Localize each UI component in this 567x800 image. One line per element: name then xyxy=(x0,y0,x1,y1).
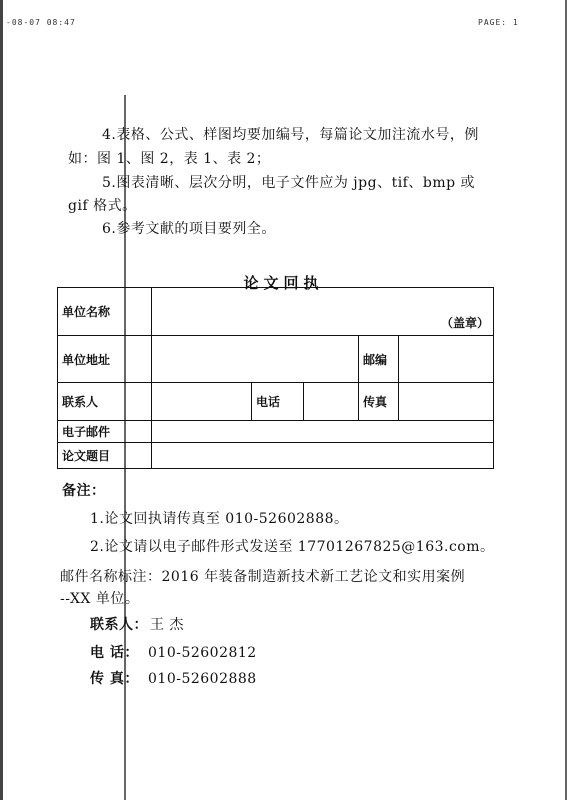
postcode-field[interactable] xyxy=(399,336,494,383)
requirement-5-line2: gif 格式。 xyxy=(68,198,137,214)
contact-phone-value: 010-52602812 xyxy=(148,645,257,661)
email-label: 电子邮件 xyxy=(58,421,152,443)
fax-header-page: PAGE: 1 xyxy=(478,18,519,27)
receipt-form-title: 论文回执 xyxy=(243,274,324,292)
postcode-label: 邮编 xyxy=(359,336,399,383)
unit-name-field[interactable] xyxy=(152,288,494,336)
phone-field[interactable] xyxy=(304,383,359,421)
email-subject-line2: --XX 单位。 xyxy=(60,591,140,607)
requirement-6: 6.参考文献的项目要列全。 xyxy=(102,221,276,237)
contact-person-label: 联系人： xyxy=(90,617,148,633)
fax-field[interactable] xyxy=(399,383,494,421)
note-item-1: 1.论文回执请传真至 010-52602888。 xyxy=(90,511,349,527)
contact-label: 联系人 xyxy=(58,383,152,421)
unit-address-field[interactable] xyxy=(152,336,359,383)
phone-label: 电话 xyxy=(252,383,304,421)
requirement-4-line1: 4.表格、公式、样图均要加编号，每篇论文加注流水号，例 xyxy=(102,127,479,143)
requirement-5-line1: 5.图表清晰、层次分明，电子文件应为 jpg、tif、bmp 或 xyxy=(102,175,476,191)
fax-edge-left xyxy=(0,0,3,800)
receipt-form-table xyxy=(57,287,494,469)
contact-phone-label: 电 话： xyxy=(90,645,139,661)
fax-header-timestamp: -08-07 08:47 xyxy=(6,18,76,27)
fax-label: 传真 xyxy=(359,383,399,421)
unit-address-label: 单位地址 xyxy=(58,336,152,383)
note-item-2: 2.论文请以电子邮件形式发送至 17701267825@163.com。 xyxy=(90,539,495,555)
contact-person-value: 王 杰 xyxy=(150,617,184,633)
email-subject-line1: 邮件名称标注：2016 年装备制造新技术新工艺论文和实用案例 xyxy=(60,569,466,585)
email-field[interactable] xyxy=(152,421,494,443)
contact-fax-label: 传 真： xyxy=(90,671,139,687)
paper-title-field[interactable] xyxy=(152,443,494,469)
notes-heading: 备注： xyxy=(62,483,106,499)
requirement-4-line2: 如：图 1、图 2，表 1、表 2； xyxy=(68,151,271,167)
contact-fax-value: 010-52602888 xyxy=(148,671,257,687)
contact-field[interactable] xyxy=(152,383,252,421)
unit-name-label: 单位名称 xyxy=(58,288,152,336)
seal-note: （盖章） xyxy=(441,316,490,330)
paper-title-label: 论文题目 xyxy=(58,443,152,469)
